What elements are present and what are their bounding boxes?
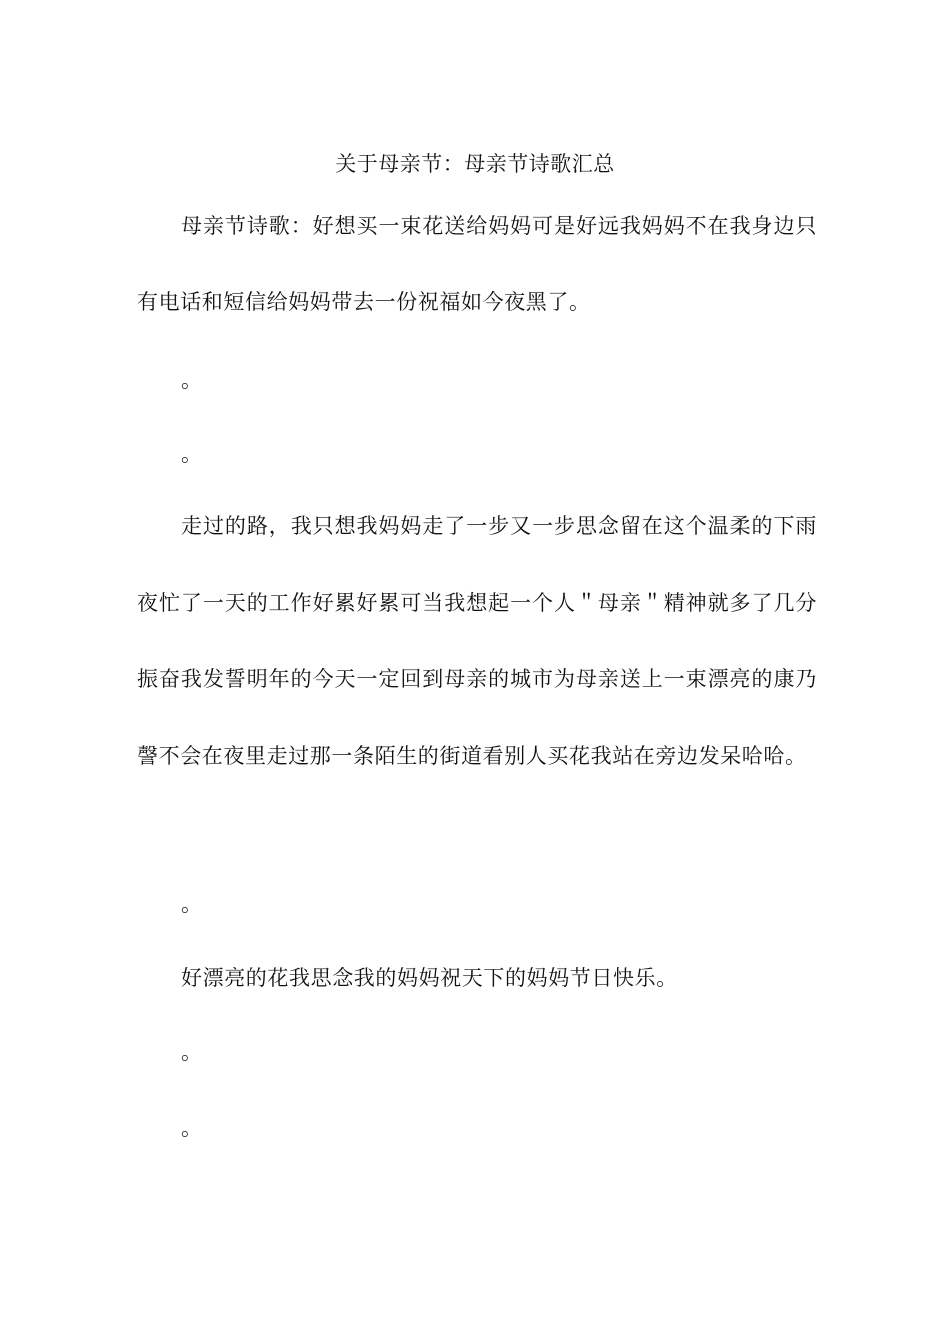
- paragraph-period: 。: [181, 1040, 203, 1064]
- paragraph-period: 。: [181, 892, 203, 916]
- paragraph-walked-road: 走过的路，我只想我妈妈走了一步又一步思念留在这个温柔的下雨夜忙了一天的工作好累好累可当我想起一个人＂母亲＂精神就多了几分振奋我发誓明年的今天一定回到母亲的城市为母亲送上一束漂亮的康乃謦不会在夜里走过那一条陌生的街道看别人买花我站在旁边发呆哈哈。: [137, 514, 817, 768]
- document-title: 关于母亲节：母亲节诗歌汇总: [335, 152, 615, 176]
- paragraph-period: 。: [181, 1116, 203, 1140]
- paragraph-period: 。: [181, 442, 203, 466]
- paragraph-beautiful-flowers: 好漂亮的花我思念我的妈妈祝天下的妈妈节日快乐。: [181, 966, 678, 990]
- paragraph-poem-intro: 母亲节诗歌：好想买一束花送给妈妈可是好远我妈妈不在我身边只有电话和短信给妈妈带去一份祝福如今夜黑了。: [137, 214, 817, 314]
- paragraph-period: 。: [181, 368, 203, 392]
